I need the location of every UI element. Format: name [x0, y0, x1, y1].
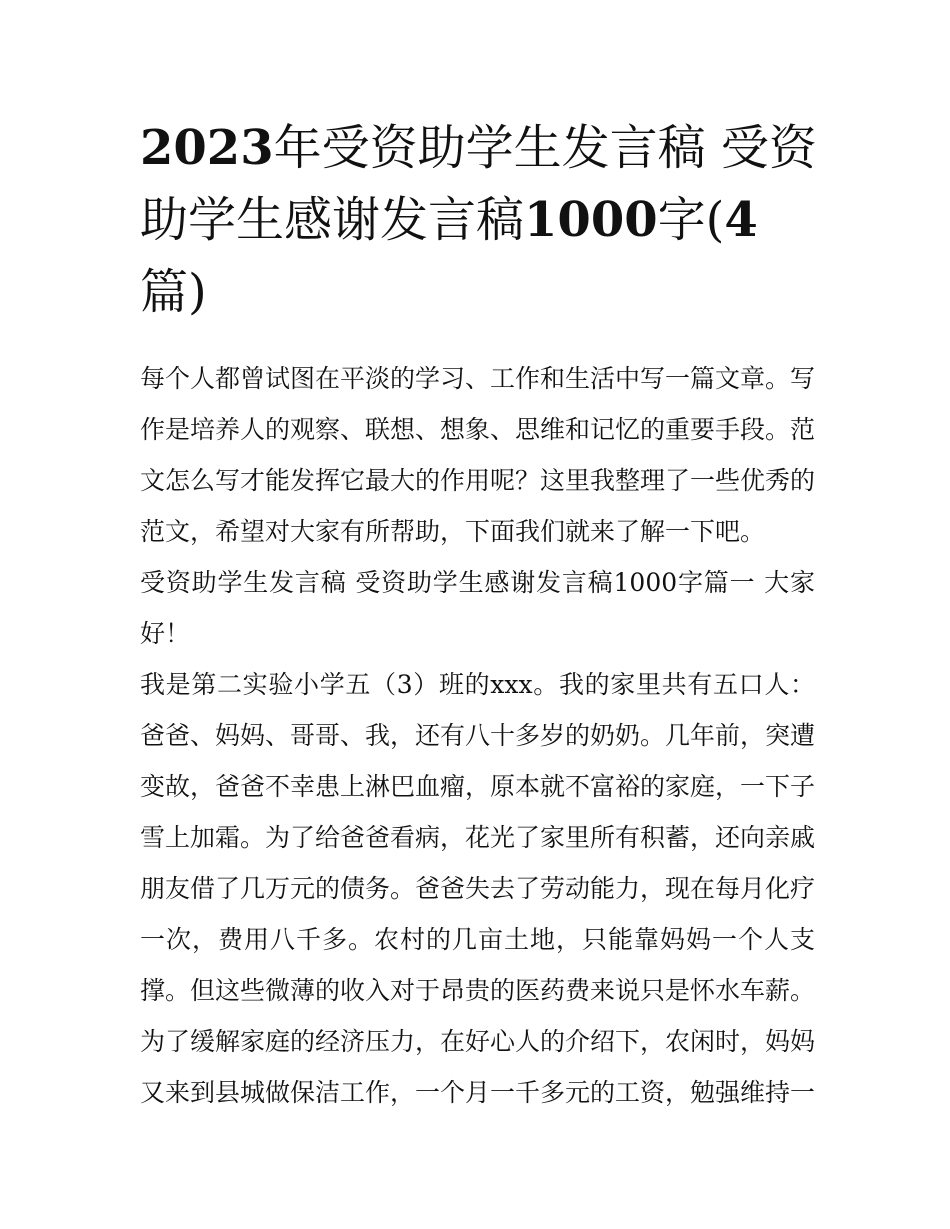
document-body — [140, 353, 815, 1118]
title-part-count: 1000 — [524, 192, 658, 248]
intro-paragraph: 每个人都曾试图在平淡的学习、工作和生活中写一篇文章。写作是培养人的观察、联想、想象、思维和记忆的重要手段。范文怎么写才能发挥它最大的作用呢？这里我整理了一些优秀的范文，希望对大家有所帮助，下面我们就来了解一下吧。 — [140, 364, 816, 546]
document-title — [140, 112, 820, 328]
title-part-zi: 字( — [657, 192, 725, 248]
section-heading-paragraph: 受资助学生发言稿 受资助学生感谢发言稿1000字篇一 大家好！ — [140, 568, 815, 648]
speech-paragraph: 我是第二实验小学五（3）班的xxx。我的家里共有五口人：爸爸、妈妈、哥哥、我，还有八十多岁的奶奶。几年前，突遭变故，爸爸不幸患上淋巴血瘤，原本就不富裕的家庭，一下子雪上加霜。为了给爸爸看病，花光了家里所有积蓄，还向亲戚朋友借了几万元的债务。爸爸失去了劳动能力，现在每月化疗一次，费用八千多。农村的几亩土地，只能靠妈妈一个人支撑。但这些微薄的收入对于昂贵的医药费来说只是怀水车薪。为了缓解家庭的经济压力，在好心人的介绍下，农闲时，妈妈又来到县城做保洁工作，一个月一千多元的工资，勉强维持一 — [140, 670, 816, 1107]
title-part-end: 篇) — [140, 264, 207, 320]
title-part-year: 2023 — [140, 120, 274, 176]
title-part-number: 4 — [724, 192, 758, 248]
title-part-main: 年受资助学生发言稿 受资助学生感谢发言稿 — [140, 120, 817, 248]
